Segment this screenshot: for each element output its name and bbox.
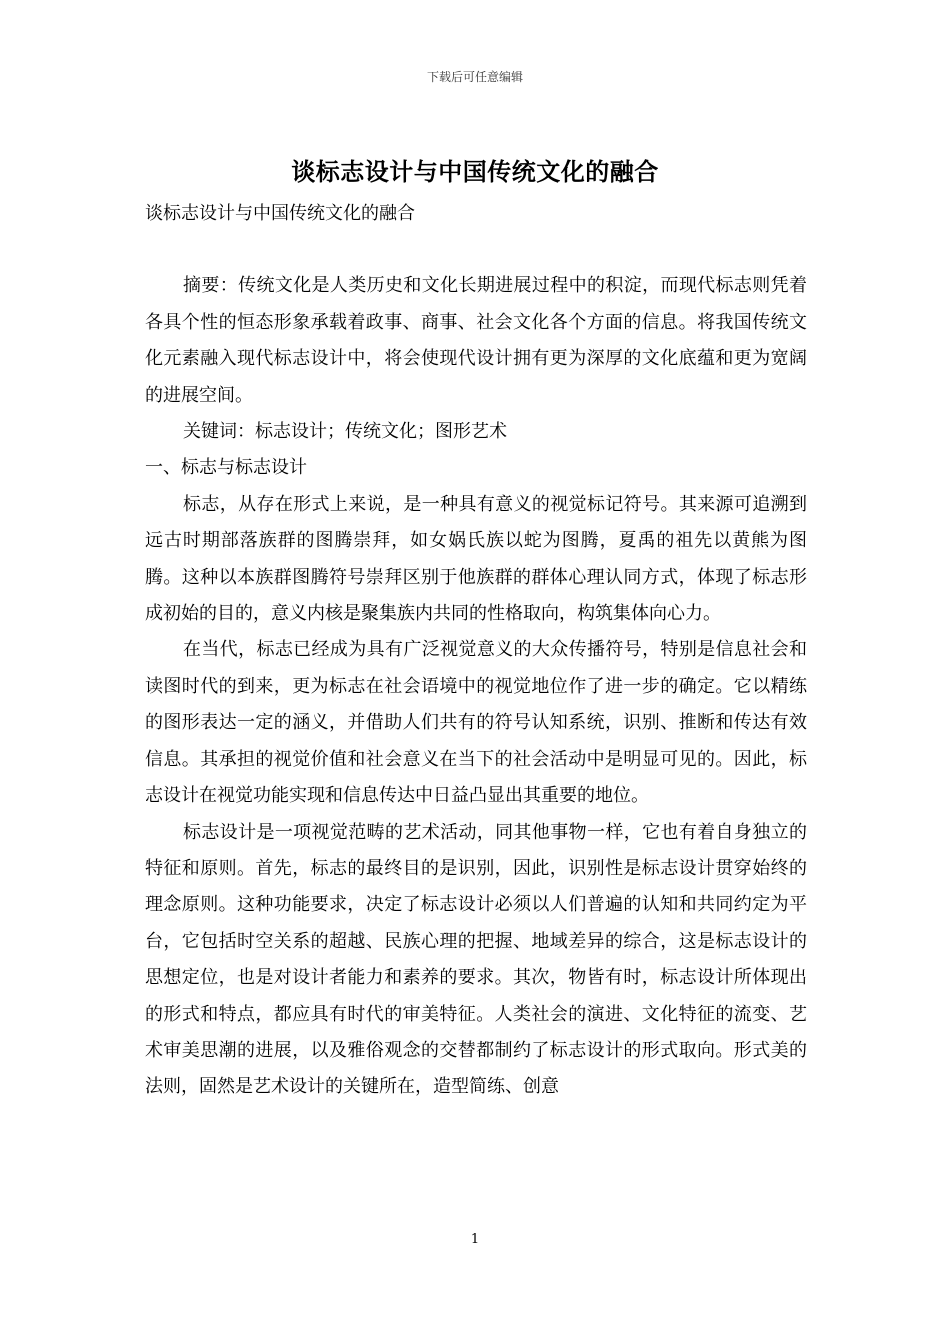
document-subtitle: 谈标志设计与中国传统文化的融合 <box>145 203 415 224</box>
header-note: 下载后可任意编辑 <box>426 70 523 84</box>
abstract-paragraph: 摘要：传统文化是人类历史和文化长期进展过程中的积淀，而现代标志则凭着各具个性的恒态形象承载着政事、商事、社会文化各个方面的信息。将我国传统文化元素融入现代标志设计中，将会使现代设计拥有更为深厚的文化底蕴和更为宽阔的进展空间。 <box>145 275 807 406</box>
keywords-line: 关键词：标志设计；传统文化；图形艺术 <box>183 421 507 443</box>
section-heading: 一、标志与标志设计 <box>145 457 307 479</box>
document-title: 谈标志设计与中国传统文化的融合 <box>291 157 659 186</box>
page-number: 1 <box>470 1232 480 1247</box>
document-body <box>145 196 807 1106</box>
body-paragraph: 标志，从存在形式上来说，是一种具有意义的视觉标记符号。其来源可追溯到远古时期部落族群的图腾崇拜，如女娲氏族以蛇为图腾，夏禹的祖先以黄熊为图腾。这种以本族群图腾符号崇拜区别于他族群的群体心理认同方式，体现了标志形成初始的目的，意义内核是聚集族内共同的性格取向，构筑集体向心力。 <box>145 493 807 625</box>
body-paragraph: 在当代，标志已经成为具有广泛视觉意义的大众传播符号，特别是信息社会和读图时代的到来，更为标志在社会语境中的视觉地位作了进一步的确定。它以精练的图形表达一定的涵义，并借助人们共有的符号认知系统，识别、推断和传达有效信息。其承担的视觉价值和社会意义在当下的社会活动中是明显可见的。因此，标志设计在视觉功能实现和信息传达中日益凸显出其重要的地位。 <box>145 639 807 807</box>
body-paragraph: 标志设计是一项视觉范畴的艺术活动，同其他事物一样，它也有着自身独立的特征和原则。首先，标志的最终目的是识别，因此，识别性是标志设计贯穿始终的理念原则。这种功能要求，决定了标志设计必须以人们普遍的认知和共同约定为平台，它包括时空关系的超越、民族心理的把握、地域差异的综合，这是标志设计的思想定位，也是对设计者能力和素养的要求。其次，物皆有时，标志设计所体现出的形式和特点，都应具有时代的审美特征。人类社会的演进、文化特征的流变、艺术审美思潮的进展，以及雅俗观念的交替都制约了标志设计的形式取向。形式美的法则，固然是艺术设计的关键所在，造型简练、创意 <box>145 821 807 1098</box>
